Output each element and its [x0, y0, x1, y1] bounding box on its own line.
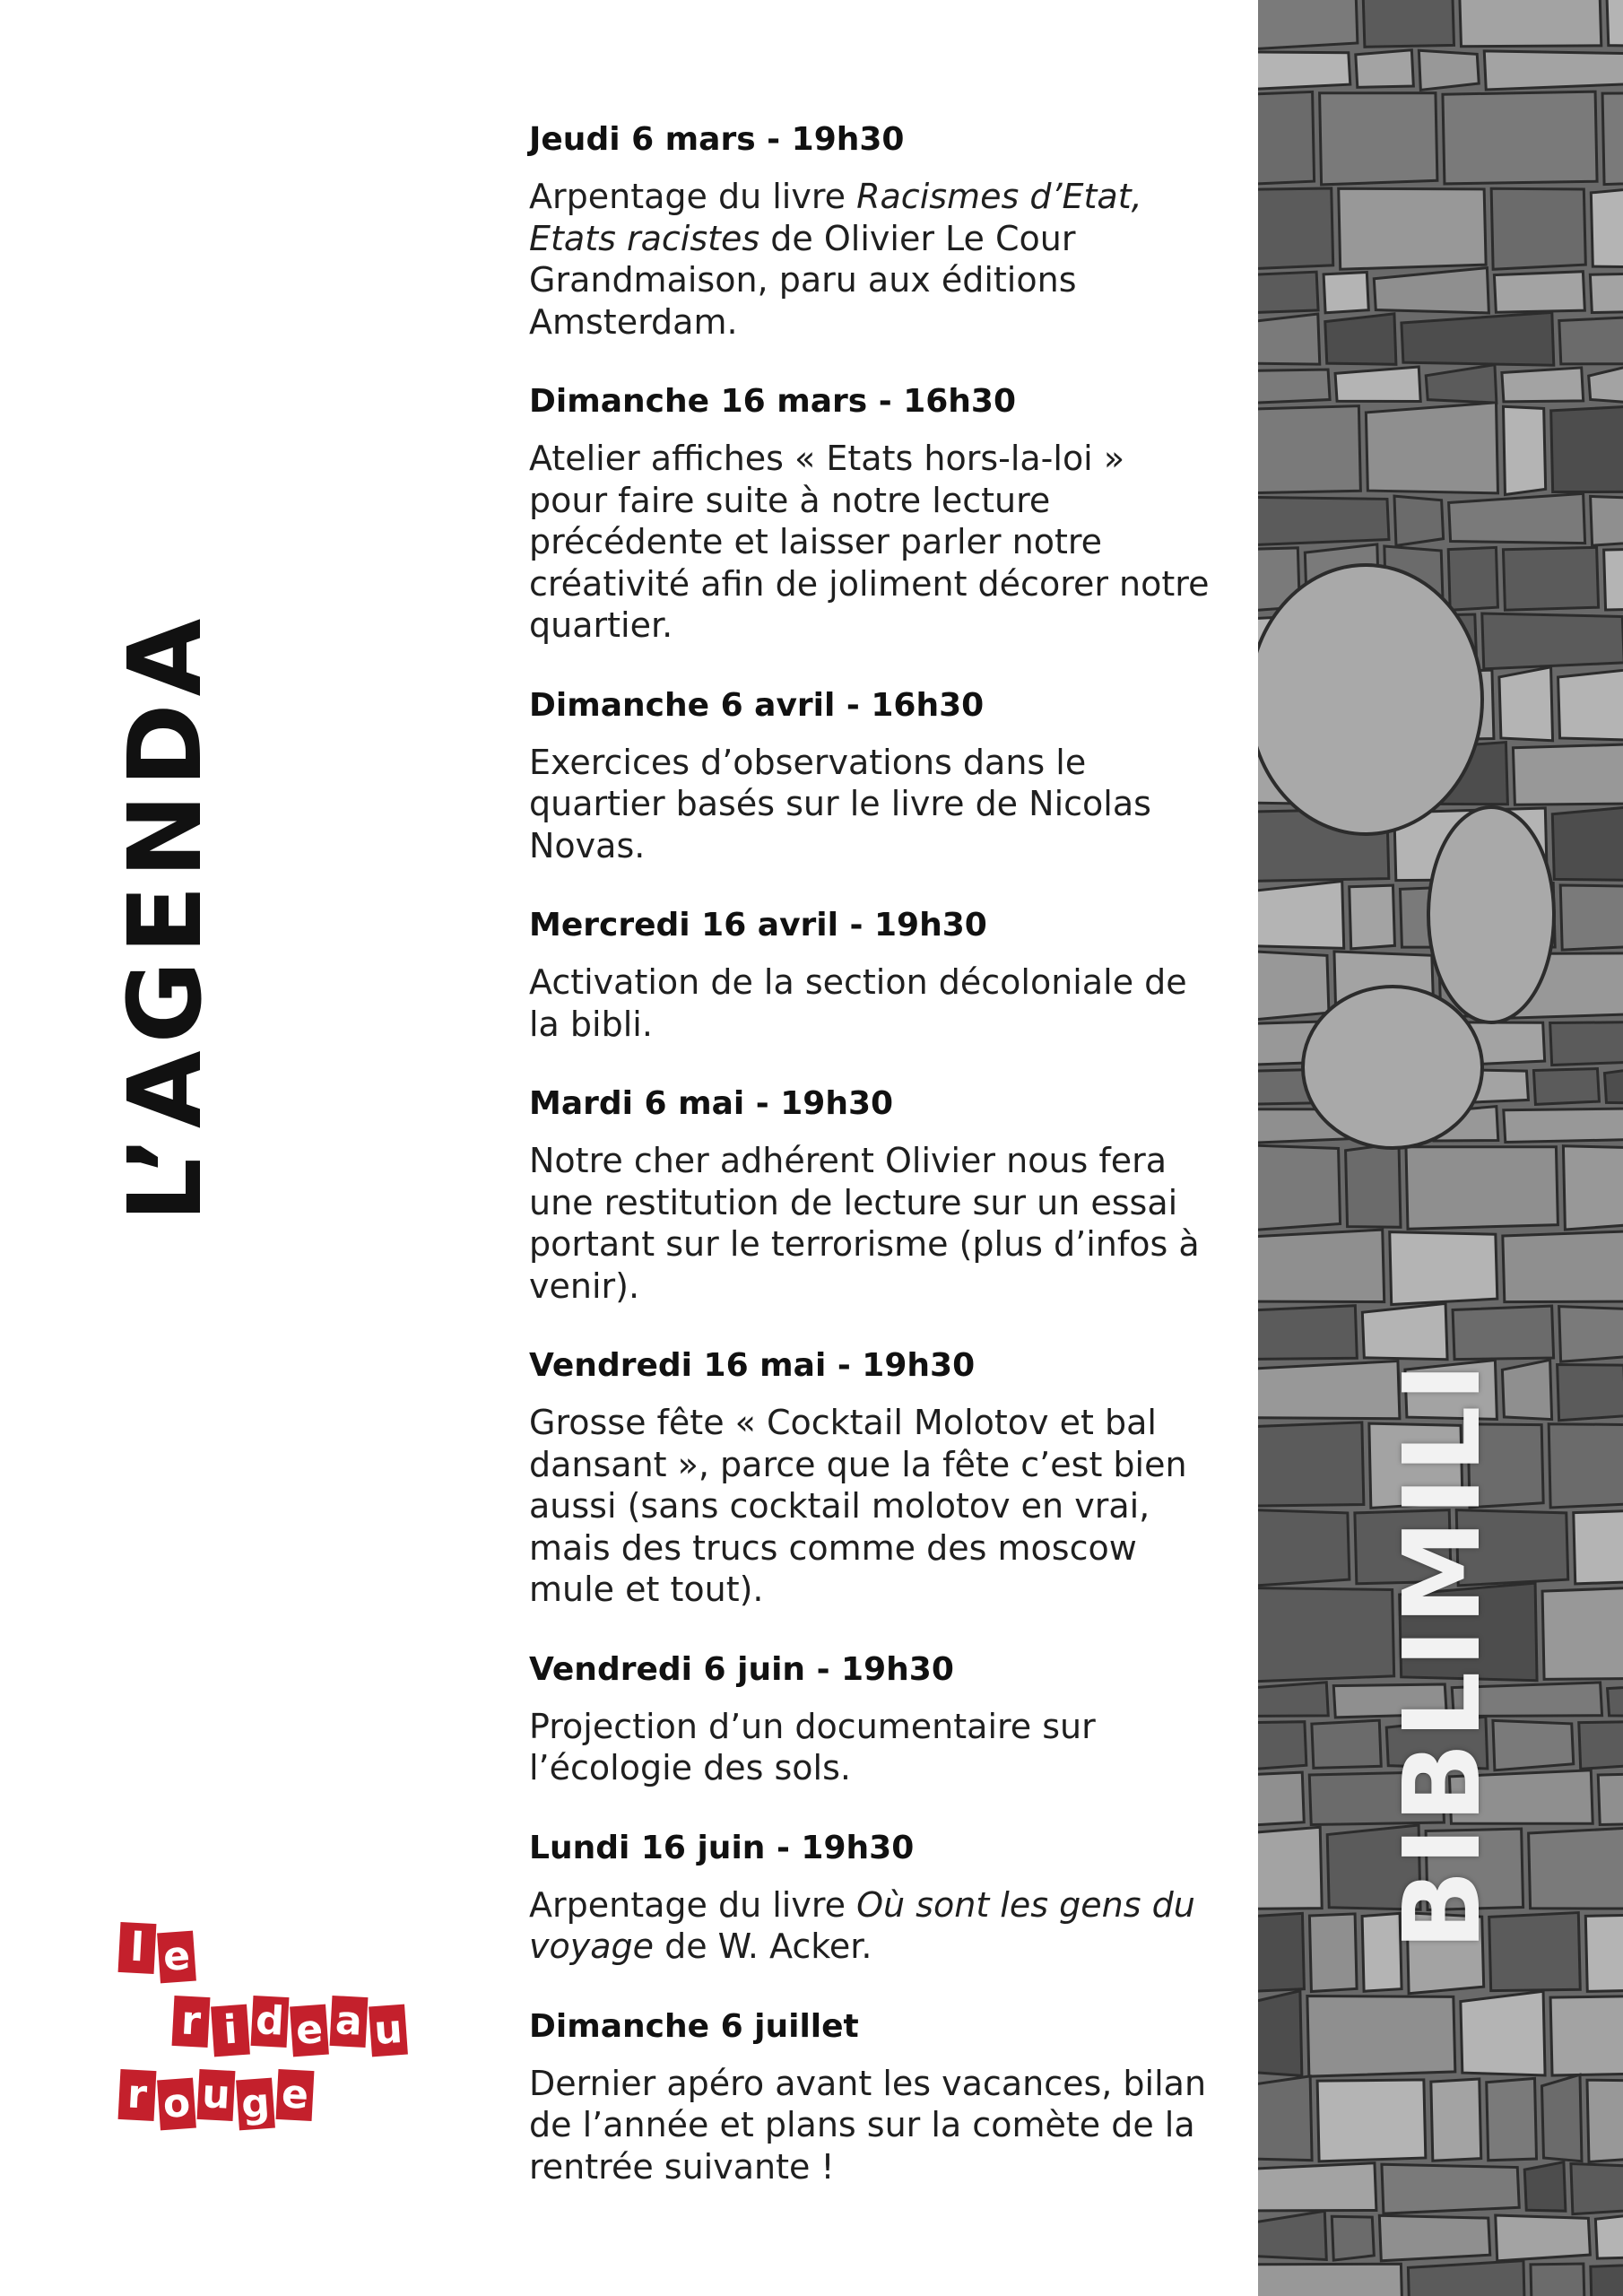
stone-shape: [1258, 1683, 1328, 1717]
agenda-event: [529, 380, 1211, 647]
stone-shape: [1428, 807, 1554, 1022]
stone-shape: [1494, 272, 1584, 313]
stone-shape: [1307, 1996, 1455, 2076]
stone-shape: [1491, 188, 1585, 269]
agenda-event: [529, 1344, 1211, 1611]
stone-shape: [1258, 565, 1482, 834]
description-text: Atelier affiches « Etats hors-la-loi » pour faire suite à notre lecture précédente et laisser parler notre créativité afin de joliment décorer notre quartier.: [529, 439, 1210, 645]
description-text: de Olivier Le Cour Grandmaison, paru aux éditions Amsterdam.: [529, 218, 1077, 342]
page-title: L’AGENDA: [108, 611, 224, 1222]
stone-shape: [1531, 2264, 1585, 2296]
stone-shape: [1496, 2215, 1591, 2261]
stone-shape: [1258, 2076, 1312, 2161]
stone-shape: [1258, 52, 1350, 89]
stone-shape: [1559, 1307, 1623, 1362]
stone-shape: [1574, 1510, 1623, 1584]
stone-shape: [1258, 1422, 1364, 1506]
stone-shape: [1529, 1827, 1623, 1909]
event-date: Mercredi 16 avril - 19h30: [529, 907, 987, 944]
description-text: Activation de la section décoloniale de la bibli.: [529, 962, 1187, 1044]
event-description: [529, 176, 1211, 343]
stone-shape: [1426, 365, 1497, 404]
logo-letter-tile: i: [211, 2005, 250, 2057]
stone-shape: [1419, 50, 1479, 90]
stone-shape: [1258, 314, 1320, 364]
stone-shape: [1312, 1720, 1381, 1768]
stone-shape: [1591, 185, 1623, 267]
stone-shape: [1258, 497, 1389, 544]
stone-shape: [1374, 268, 1488, 313]
logo-letter-tile: e: [157, 1931, 196, 1984]
stone-shape: [1309, 1914, 1357, 1992]
stone-shape: [1346, 1144, 1401, 1228]
agenda-event: [529, 2005, 1211, 2188]
stone-shape: [1258, 91, 1315, 184]
stone-shape: [1406, 1147, 1558, 1230]
agenda-event: [529, 904, 1211, 1045]
event-date: Vendredi 6 juin - 19h30: [529, 1650, 954, 1688]
stone-shape: [1460, 0, 1601, 47]
stone-shape: [1258, 881, 1344, 948]
stone-shape: [1258, 1510, 1350, 1586]
agenda-event: [529, 1827, 1211, 1968]
stone-shape: [1484, 51, 1623, 90]
description-text: de W. Acker.: [654, 1926, 872, 1966]
logo-letter-tile: e: [276, 2069, 315, 2121]
event-date: Dimanche 16 mars - 16h30: [529, 383, 1017, 420]
stone-shape: [1325, 314, 1396, 364]
stone-shape: [1560, 885, 1623, 950]
event-description: [529, 1706, 1211, 1789]
stone-shape: [1585, 1914, 1623, 1992]
logo-letter-tile: g: [236, 2078, 275, 2131]
stone-shape: [1502, 368, 1584, 402]
agenda-list: [529, 118, 1211, 2225]
stone-shape: [1558, 1364, 1623, 1420]
agenda-event: [529, 118, 1211, 343]
stone-shape: [1595, 2214, 1623, 2258]
stone-shape: [1487, 2078, 1537, 2160]
stone-shape: [1394, 496, 1444, 545]
stone-shape: [1541, 2074, 1581, 2161]
stone-shape: [1504, 1109, 1623, 1143]
stone-shape: [1602, 92, 1623, 184]
stone-shape: [1482, 613, 1623, 669]
stone-shape: [1258, 2163, 1376, 2211]
stone-shape: [1563, 1146, 1623, 1230]
stone-shape: [1591, 496, 1623, 545]
stone-shape: [1408, 2261, 1525, 2296]
stone-shape: [1431, 2079, 1481, 2161]
logo-letter-tile: d: [251, 1996, 290, 2048]
stone-shape: [1258, 188, 1333, 269]
logo-letter-tile: u: [197, 2069, 236, 2121]
stone-shape: [1258, 2264, 1402, 2296]
event-date: Vendredi 16 mai - 19h30: [529, 1347, 976, 1384]
stone-shape: [1324, 272, 1368, 312]
stone-shape: [1503, 406, 1545, 494]
stone-shape: [1551, 404, 1623, 492]
description-text: Grosse fête « Cocktail Molotov et bal dansant », parce que la fête c’est bien aussi (sans cocktail molotov en vrai, mais des trucs comme des moscow mule et tout).: [529, 1403, 1187, 1609]
stone-shape: [1258, 2211, 1326, 2259]
stone-shape: [1402, 312, 1554, 365]
stone-shape: [1443, 91, 1597, 184]
stone-shape: [1390, 1232, 1497, 1305]
description-text: Exercices d’observations dans le quartier basés sur le livre de Nicolas Novas.: [529, 742, 1151, 865]
stone-shape: [1461, 1991, 1545, 2075]
event-description: [529, 1140, 1211, 1307]
stone-shape: [1339, 188, 1486, 269]
stone-shape: [1366, 403, 1497, 493]
description-text: Notre cher adhérent Olivier nous fera une restitution de lecture sur un essai portant sur le terrorisme (plus d’infos à venir).: [529, 1141, 1200, 1306]
stone-shape: [1258, 0, 1358, 49]
side-title: BIBLIMILI: [1380, 1359, 1504, 1951]
stone-shape: [1363, 0, 1454, 47]
logo-letter-tile: u: [369, 2005, 408, 2057]
stone-shape: [1591, 2262, 1623, 2296]
description-text: Dernier apéro avant les vacances, bilan de l’année et plans sur la comète de la rentrée suivante !: [529, 2063, 1207, 2187]
stone-shape: [1258, 952, 1329, 1020]
stone-shape: [1320, 93, 1437, 185]
stone-shape: [1317, 2080, 1426, 2161]
agenda-event: [529, 1648, 1211, 1789]
stone-shape: [1524, 2162, 1566, 2211]
stone-shape: [1590, 272, 1623, 312]
description-text: Projection d’un documentaire sur l’écologie des sols.: [529, 1706, 1096, 1787]
stone-shape: [1607, 0, 1623, 47]
event-description: [529, 1884, 1211, 1968]
stone-shape: [1379, 2215, 1489, 2261]
stone-shape: [1350, 885, 1395, 949]
stone-shape: [1449, 493, 1585, 543]
stone-shape: [1258, 1827, 1322, 1909]
stone-shape: [1550, 1996, 1623, 2075]
stone-shape: [1258, 406, 1360, 493]
stone-shape: [1549, 1424, 1623, 1508]
stone-shape: [1332, 2216, 1374, 2260]
logo-letter-tile: r: [172, 1996, 211, 2048]
stone-shape: [1382, 2164, 1519, 2213]
stone-shape: [1356, 50, 1414, 88]
stone-shape: [1608, 1682, 1623, 1716]
logo-letter-tile: l: [118, 1922, 157, 1974]
event-date: Dimanche 6 juillet: [529, 2007, 859, 2045]
stone-shape: [1598, 1772, 1623, 1825]
stone-shape: [1335, 367, 1420, 401]
stone-wall-image: [1258, 0, 1623, 2296]
stone-shape: [1552, 806, 1623, 880]
stone-shape: [1258, 370, 1330, 403]
stone-shape: [1571, 2163, 1623, 2213]
event-description: [529, 438, 1211, 647]
stone-shape: [1453, 1306, 1554, 1360]
description-text: Arpentage du livre: [529, 1884, 857, 1925]
event-date: Dimanche 6 avril - 16h30: [529, 686, 985, 724]
stone-shape: [1258, 1991, 1302, 2076]
stone-shape: [1258, 1588, 1394, 1682]
event-description: [529, 1402, 1211, 1611]
stone-shape: [1499, 667, 1553, 741]
stone-shape: [1258, 1913, 1304, 1991]
agenda-event: [529, 684, 1211, 867]
event-description: [529, 2063, 1211, 2188]
stone-shape: [1533, 1069, 1599, 1105]
stone-shape: [1502, 1360, 1551, 1419]
stone-shape: [1258, 272, 1318, 312]
stone-shape: [1258, 1145, 1341, 1230]
stone-wall-picture: [1258, 0, 1623, 2296]
event-date: Lundi 16 juin - 19h30: [529, 1829, 915, 1866]
description-text: Arpentage du livre: [529, 177, 857, 216]
event-description: [529, 961, 1211, 1045]
stone-shape: [1589, 364, 1623, 403]
stone-shape: [1558, 667, 1623, 741]
stone-shape: [1303, 987, 1482, 1148]
logo-letter-tile: a: [330, 1996, 369, 2048]
stone-shape: [1559, 315, 1623, 364]
stone-shape: [1258, 1722, 1306, 1770]
stone-shape: [1493, 1720, 1574, 1770]
stone-shape: [1258, 1772, 1304, 1825]
stone-shape: [1362, 1303, 1447, 1359]
stone-shape: [1542, 1587, 1623, 1679]
stone-shape: [1513, 744, 1623, 804]
book-title: Où sont les gens du voyage: [529, 1884, 1195, 1966]
stone-shape: [1587, 2080, 1623, 2161]
logo-letter-tile: o: [157, 2078, 196, 2131]
event-description: [529, 742, 1211, 867]
agenda-event: [529, 1083, 1211, 1307]
event-date: Mardi 6 mai - 19h30: [529, 1085, 894, 1122]
book-title: Racismes d’Etat, Etats racistes: [529, 177, 1142, 258]
stone-shape: [1550, 1022, 1623, 1065]
stone-shape: [1579, 1722, 1623, 1770]
stone-shape: [1503, 1231, 1623, 1302]
stone-shape: [1448, 547, 1497, 610]
stone-shape: [1604, 1065, 1623, 1103]
stone-shape: [1503, 547, 1598, 610]
stone-shape: [1258, 1361, 1400, 1419]
event-date: Jeudi 6 mars - 19h30: [529, 121, 905, 158]
stone-shape: [1258, 1306, 1357, 1360]
logo-letter-tile: e: [290, 2005, 329, 2057]
stone-shape: [1604, 547, 1623, 610]
logo-letter-tile: r: [118, 2069, 157, 2121]
stone-shape: [1258, 1230, 1384, 1301]
le-rideau-rouge-logo: [119, 1926, 406, 2160]
